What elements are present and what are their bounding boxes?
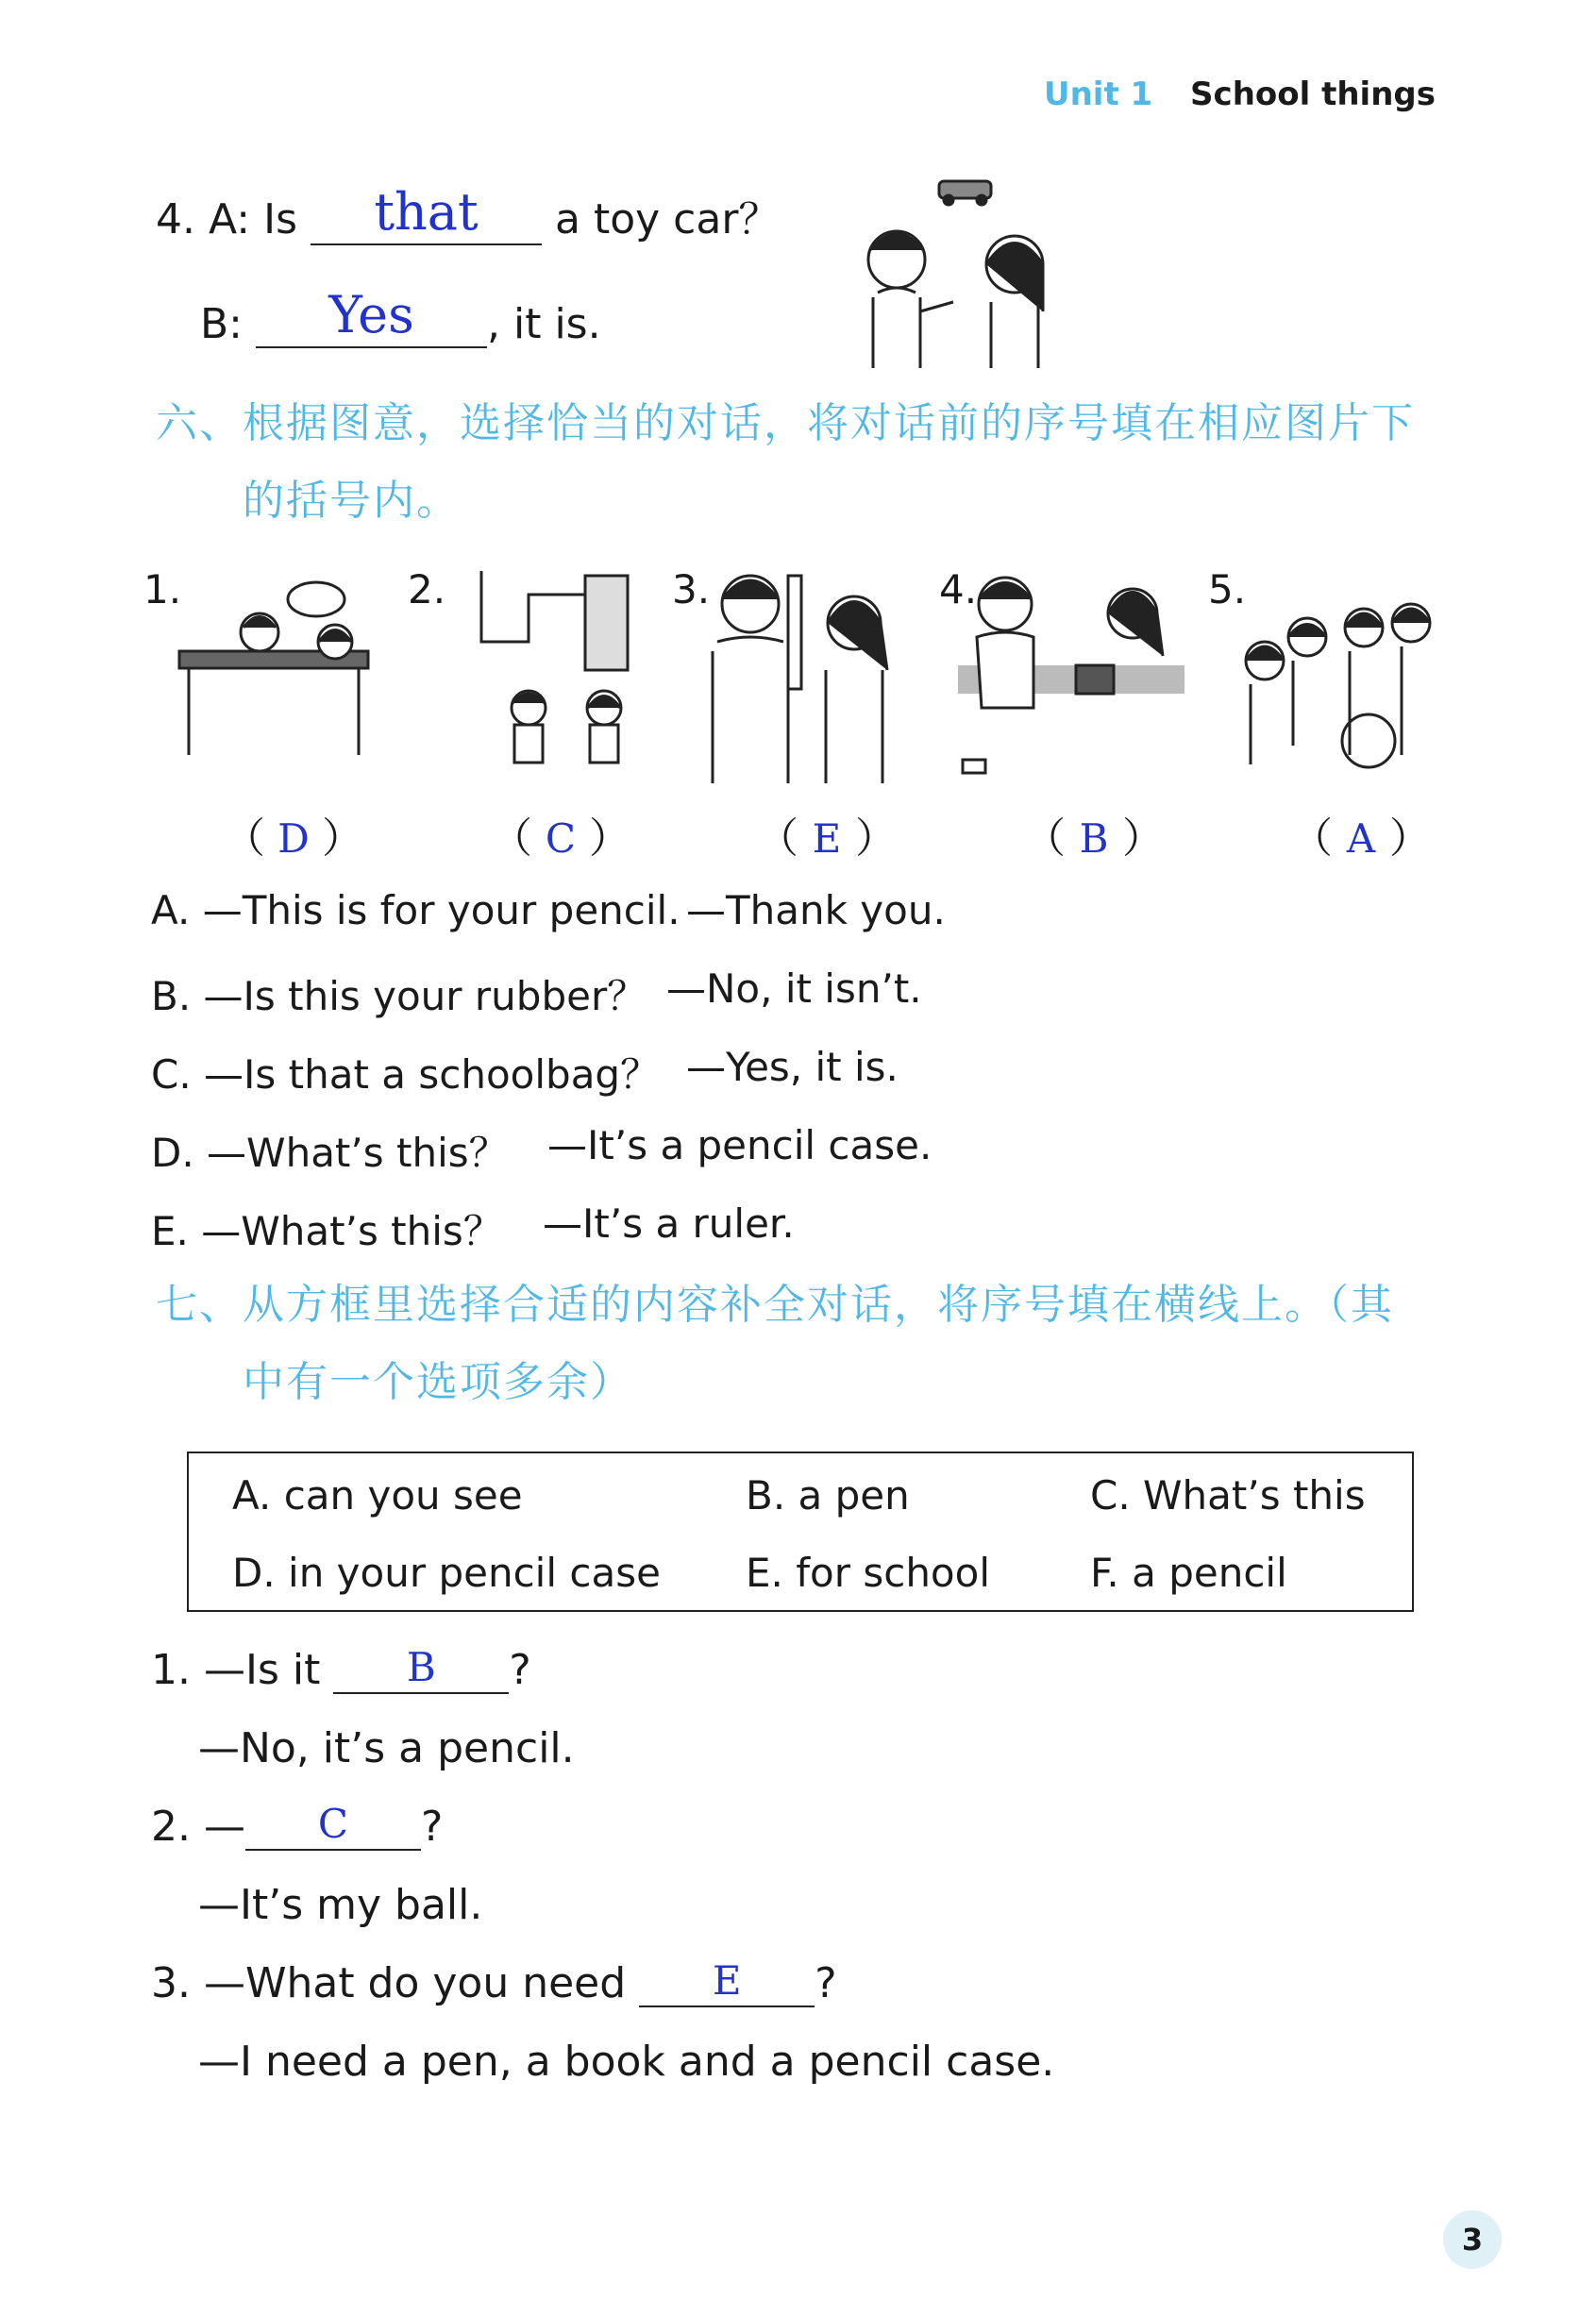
q4-b-blank[interactable] [256, 285, 487, 348]
s7-item-2-prefix: 2. — [151, 1803, 245, 1851]
s7-item-2-answer: C [317, 1801, 349, 1847]
section-7-heading [156, 1267, 1458, 1421]
s7-item-3-prefix: 3. —What do you need [151, 1959, 627, 2007]
dialogue-option-e [151, 1200, 795, 1257]
option-c-reply: —Yes, it is. [686, 1044, 899, 1090]
s7-item-1-answer: B [406, 1644, 436, 1690]
page-header [1044, 76, 1436, 113]
s7-item-3-suffix: ? [815, 1959, 837, 2007]
q4-a-answer: that [374, 182, 479, 242]
picture-5-answer[interactable]: A [1346, 815, 1376, 862]
option-e-reply: —It’s a ruler. [543, 1200, 795, 1247]
picture-2-schoolbag-door-illustration [472, 566, 661, 783]
option-d-question: D. —What’s this？ [151, 1130, 509, 1176]
picture-5-number: 5. [1208, 566, 1247, 613]
picture-1-answer[interactable]: D [277, 815, 310, 862]
unit-title: School things [1190, 76, 1436, 113]
s7-item-1-suffix: ? [509, 1646, 531, 1694]
q4-a-suffix: a toy car？ [555, 195, 781, 243]
dialogue-option-a [151, 887, 946, 933]
page-number: 3 [1443, 2210, 1502, 2269]
s7-item-2-question [151, 1803, 443, 1851]
picture-5-pencil-gift-illustration [1236, 595, 1439, 774]
q4-b-prefix: B: [200, 300, 244, 348]
s7-item-2-reply: —It’s my ball. [198, 1881, 483, 1929]
picture-4-rubber-illustration [953, 566, 1189, 788]
box-option-b: B. a pen [746, 1472, 910, 1519]
s7-item-1-reply: —No, it’s a pencil. [198, 1724, 575, 1772]
picture-1-number: 1. [143, 566, 182, 613]
section-6-heading [156, 385, 1458, 540]
section-6-line-1: 六、根据图意，选择恰当的对话，将对话前的序号填在相应图片下 [156, 399, 1415, 447]
dialogue-option-d [151, 1122, 932, 1179]
q4-b-answer: Yes [328, 285, 414, 344]
section-7-line-1: 七、从方框里选择合适的内容补全对话，将序号填在横线上。（其 [156, 1281, 1394, 1329]
option-c-question: C. —Is that a schoolbag？ [151, 1051, 661, 1098]
q4-a-prefix: 4. A: Is [156, 195, 298, 243]
q4-line-b [200, 285, 601, 348]
box-option-f: F. a pencil [1090, 1550, 1287, 1596]
picture-3-number: 3. [672, 566, 711, 613]
unit-label: Unit 1 [1043, 76, 1153, 113]
box-option-a: A. can you see [232, 1472, 523, 1519]
dialogue-option-b [151, 965, 922, 1022]
section-6-line-2: 的括号内。 [243, 477, 460, 525]
s7-item-2-blank[interactable] [245, 1801, 421, 1851]
s7-item-1-question [151, 1646, 531, 1694]
picture-2-answer-parens: （ C ） [491, 814, 630, 863]
dialogue-option-c [151, 1044, 899, 1100]
option-b-question: B. —Is this your rubber？ [151, 973, 647, 1019]
q4-b-suffix: , it is. [487, 300, 601, 348]
s7-item-3-answer: E [712, 1957, 742, 2004]
picture-2-answer[interactable]: C [545, 815, 577, 862]
picture-5-answer-parens: （ A ） [1291, 814, 1431, 863]
option-a-reply: —Thank you. [686, 887, 946, 933]
s7-item-1-prefix: 1. —Is it [151, 1646, 321, 1694]
picture-3-answer[interactable]: E [812, 815, 842, 862]
picture-3-ruler-illustration [694, 566, 920, 788]
s7-item-1-blank[interactable] [333, 1644, 509, 1694]
q4-line-a [156, 182, 781, 245]
option-a-question: A. —This is for your pencil. [151, 887, 680, 933]
box-option-e: E. for school [746, 1550, 990, 1596]
s7-item-2-suffix: ? [420, 1803, 444, 1851]
option-d-reply: —It’s a pencil case. [547, 1122, 932, 1168]
s7-item-3-blank[interactable] [639, 1957, 815, 2007]
picture-1-classroom-desk-illustration [170, 576, 387, 764]
picture-4-number: 4. [939, 566, 978, 613]
option-e-question: E. —What’s this？ [151, 1208, 503, 1254]
s7-item-3-question [151, 1959, 837, 2007]
picture-1-answer-parens: （ D ） [224, 814, 363, 863]
option-box [187, 1452, 1414, 1612]
s7-item-3-reply: —I need a pen, a book and a pencil case. [198, 2038, 1055, 2086]
option-b-reply: —No, it isn’t. [666, 965, 922, 1012]
kids-pointing-at-toy-car-illustration [849, 170, 1076, 378]
picture-4-answer-parens: （ B ） [1024, 814, 1164, 863]
picture-3-answer-parens: （ E ） [757, 814, 897, 863]
section-7-line-2: 中有一个选项多余） [243, 1358, 633, 1406]
picture-4-answer[interactable]: B [1079, 815, 1109, 862]
box-option-d: D. in your pencil case [232, 1550, 661, 1596]
picture-2-number: 2. [408, 566, 446, 613]
box-option-c: C. What’s this [1090, 1472, 1366, 1519]
q4-a-blank[interactable] [311, 182, 542, 245]
